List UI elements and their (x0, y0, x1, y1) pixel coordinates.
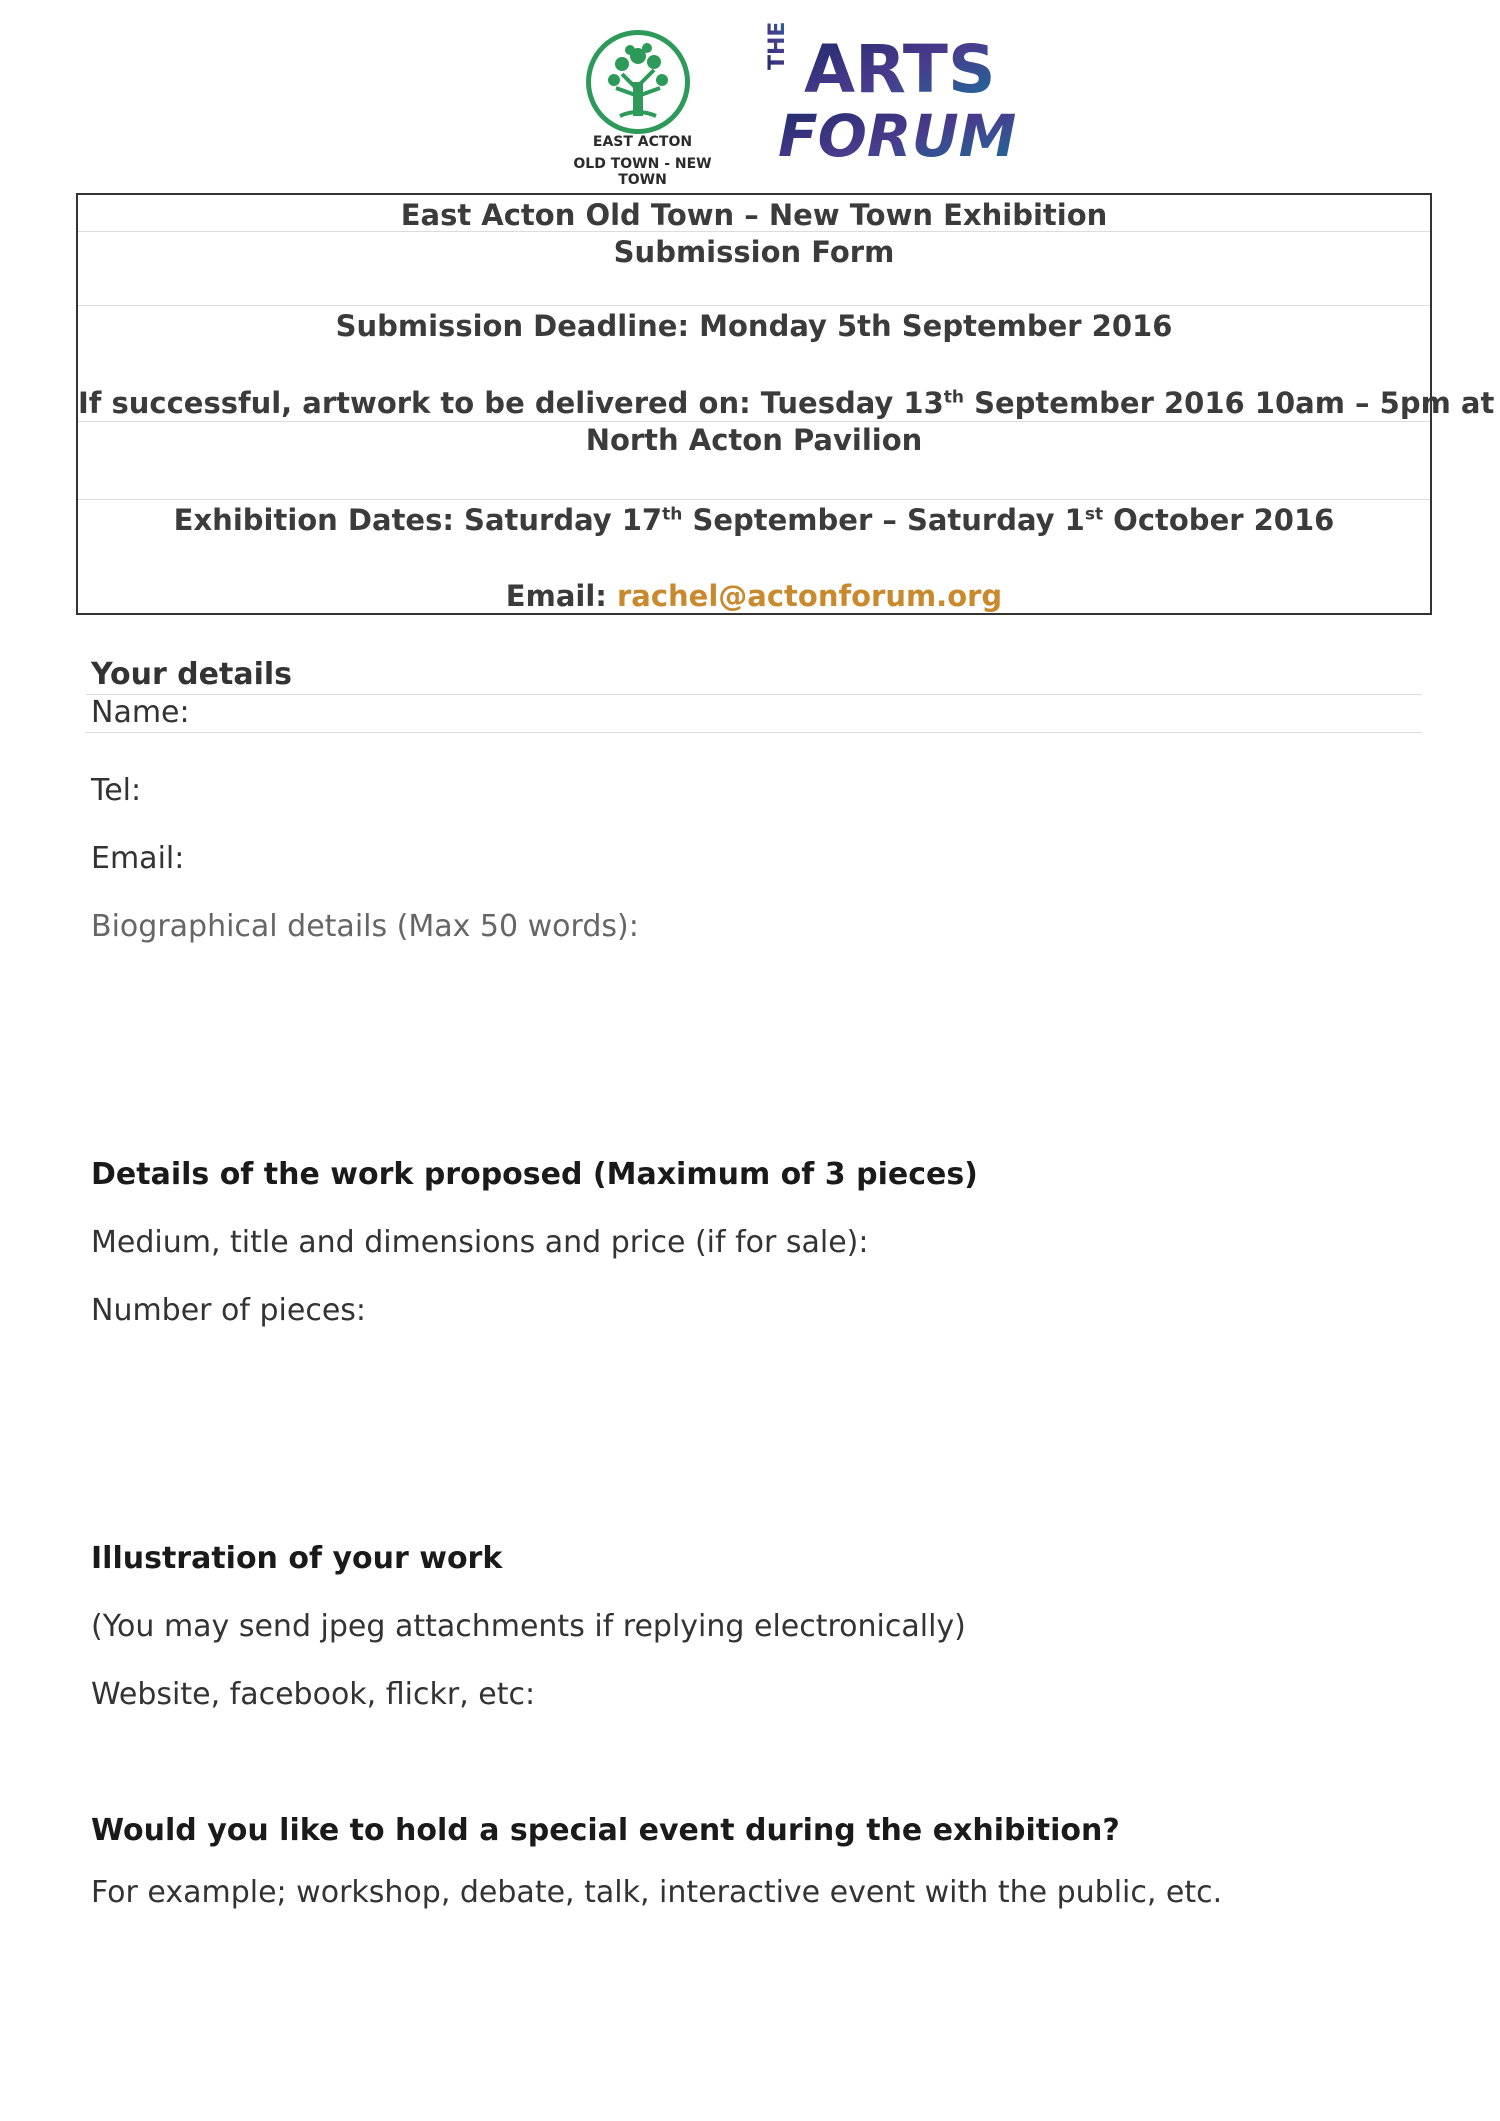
your-details-heading: Your details (91, 657, 293, 692)
work-heading: Details of the work proposed (Maximum of 3 pieces) (91, 1157, 978, 1192)
website-label: Website, facebook, flickr, etc: (91, 1677, 536, 1712)
dates-text-b: September – Saturday 1 (682, 503, 1085, 537)
delivery-sup: th (943, 387, 965, 408)
logo-forum: FORUM (778, 102, 1017, 170)
tel-label: Tel: (91, 773, 142, 808)
medium-label: Medium, title and dimensions and price (if for sale): (91, 1225, 869, 1260)
arts-forum-logo (765, 20, 1017, 170)
delivery-text-b: September 2016 10am – 5pm at (964, 386, 1495, 420)
form-subtitle: Submission Form (613, 235, 895, 269)
dates-sup-2: st (1084, 504, 1104, 525)
email-label: Email: (505, 579, 617, 613)
dates-text-a: Exhibition Dates: Saturday 17 (173, 503, 663, 537)
jpeg-note: (You may send jpeg attachments if replying electronically) (91, 1609, 966, 1644)
name-label: Name: (91, 695, 190, 730)
delivery-line1 (78, 385, 1495, 421)
dates-text-c: October 2016 (1103, 503, 1335, 537)
details-rule (86, 694, 1422, 695)
logo-caption-line1: EAST ACTON (592, 134, 693, 150)
bio-label: Biographical details (Max 50 words): (91, 909, 639, 944)
logo-the: THE (765, 21, 790, 70)
submission-deadline: Submission Deadline: Monday 5th September 2016 (335, 309, 1173, 343)
arts-forum-logo-graphic (765, 20, 1017, 170)
pieces-label: Number of pieces: (91, 1293, 367, 1328)
logo-caption-line2: OLD TOWN - NEW TOWN (573, 156, 712, 188)
illustration-heading: Illustration of your work (91, 1541, 503, 1576)
header-table (76, 193, 1495, 615)
delivery-text-a: If successful, artwork to be delivered on: Tuesday 13 (78, 386, 944, 420)
tree-icon (586, 30, 690, 134)
delivery-line2: North Acton Pavilion (585, 423, 923, 457)
east-acton-logo (551, 20, 734, 188)
email-label-field: Email: (91, 841, 185, 876)
contact-email (78, 578, 1430, 614)
event-example: For example; workshop, debate, talk, interactive event with the public, etc. (91, 1875, 1223, 1910)
table-rule (78, 305, 1430, 306)
details-rule (86, 732, 1422, 733)
event-heading: Would you like to hold a special event during the exhibition? (91, 1813, 1120, 1848)
logo-arts: ARTS (804, 31, 996, 108)
exhibition-dates (78, 502, 1430, 538)
dates-sup-1: th (662, 504, 683, 525)
form-title: East Acton Old Town – New Town Exhibition (400, 198, 1108, 232)
table-rule (78, 499, 1430, 500)
email-link[interactable]: rachel@actonforum.org (616, 579, 1003, 613)
